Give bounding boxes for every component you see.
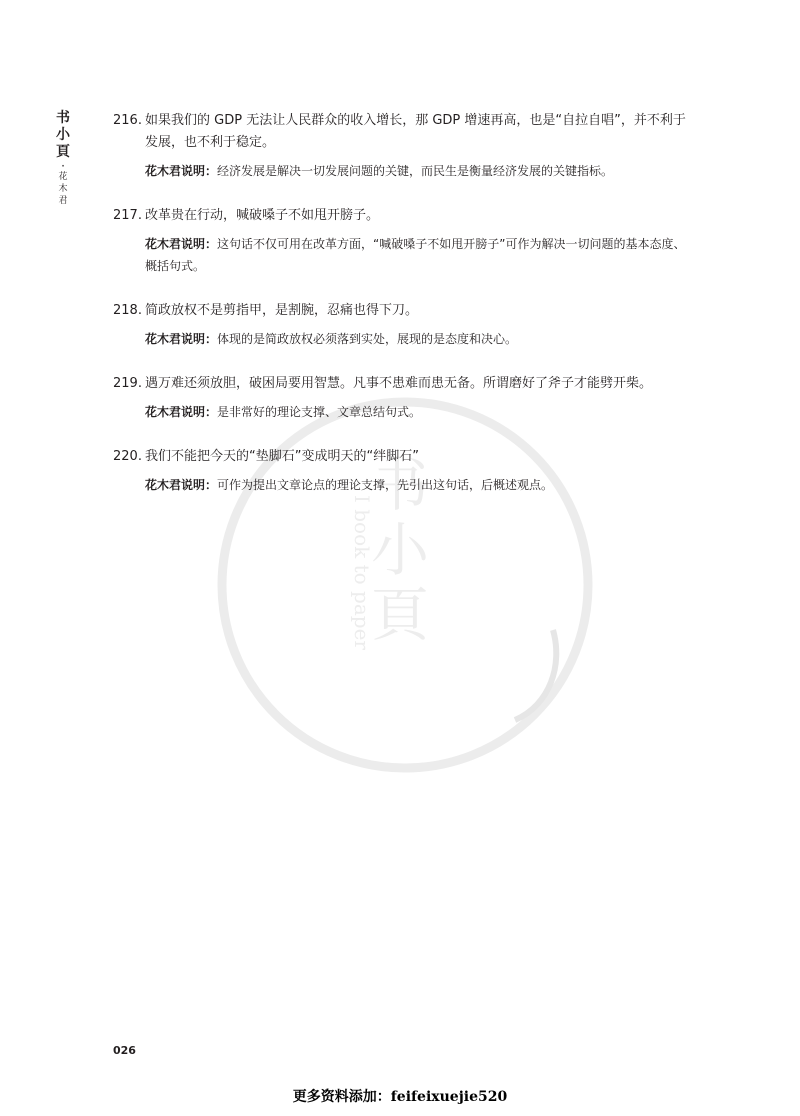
entry-text: 简政放权不是剪指甲，是割腕，忍痛也得下刀。 xyxy=(145,303,419,318)
entry-219 xyxy=(113,373,693,423)
note-text: 体现的是简政放权必须落到实处，展现的是态度和决心。 xyxy=(217,332,518,346)
brand-char: 頁 xyxy=(56,144,70,160)
brand-vertical xyxy=(52,110,74,207)
entry-number: 219. xyxy=(113,376,142,391)
brand-sub-char: 君 xyxy=(58,196,68,206)
entry-note xyxy=(145,233,693,277)
entry-text: 如果我们的 GDP 无法让人民群众的收入增长，那 GDP 增速再高，也是“自拉自唱”，并不利于发展，也不利于稳定。 xyxy=(145,113,686,150)
entry-217 xyxy=(113,205,693,277)
page-number: 026 xyxy=(113,1044,136,1057)
entry-218 xyxy=(113,300,693,350)
brand-sub-char: 木 xyxy=(58,184,68,194)
watermark-char-2: 小 xyxy=(370,516,430,584)
brand-sub-char: 花 xyxy=(58,172,68,182)
note-label: 花木君说明： xyxy=(145,405,218,419)
brand-char: 书 xyxy=(56,110,70,126)
note-text: 这句话不仅可用在改革方面，“喊破嗓子不如甩开膀子”可作为解决一切问题的基本态度、概括句式。 xyxy=(145,237,686,273)
footer-contact: 更多资料添加：feifeixuejie520 xyxy=(292,1089,508,1105)
entry-text: 遇万难还须放胆，破困局要用智慧。凡事不患难而患无备。所谓磨好了斧子才能劈开柴。 xyxy=(145,376,653,391)
brand-char: 小 xyxy=(56,127,70,143)
entry-text: 我们不能把今天的“垫脚石”变成明天的“绊脚石” xyxy=(145,449,419,464)
watermark-char-1: 书 xyxy=(370,451,430,519)
entry-number: 217. xyxy=(113,208,142,223)
entry-note xyxy=(145,474,693,496)
entry-number: 216. xyxy=(113,113,142,128)
note-text: 是非常好的理论支撑、文章总结句式。 xyxy=(217,405,422,419)
entry-note xyxy=(145,160,693,182)
note-text: 可作为提出文章论点的理论支撑，先引出这句话，后概述观点。 xyxy=(217,478,554,492)
entry-text: 改革贵在行动，喊破嗓子不如甩开膀子。 xyxy=(145,208,380,223)
entry-note xyxy=(145,401,693,423)
brand-dot: · xyxy=(61,159,65,173)
note-label: 花木君说明： xyxy=(145,332,218,346)
note-label: 花木君说明： xyxy=(145,237,218,251)
note-label: 花木君说明： xyxy=(145,478,218,492)
note-label: 花木君说明： xyxy=(145,164,218,178)
entry-216 xyxy=(113,110,693,182)
watermark-char-3: 頁 xyxy=(370,581,430,649)
entry-220 xyxy=(113,446,693,496)
entry-note xyxy=(145,328,693,350)
watermark-english: I book to paper xyxy=(350,495,374,650)
entry-number: 220. xyxy=(113,449,142,464)
entries-list xyxy=(113,110,693,519)
note-text: 经济发展是解决一切发展问题的关键，而民生是衡量经济发展的关键指标。 xyxy=(217,164,614,178)
entry-number: 218. xyxy=(113,303,142,318)
